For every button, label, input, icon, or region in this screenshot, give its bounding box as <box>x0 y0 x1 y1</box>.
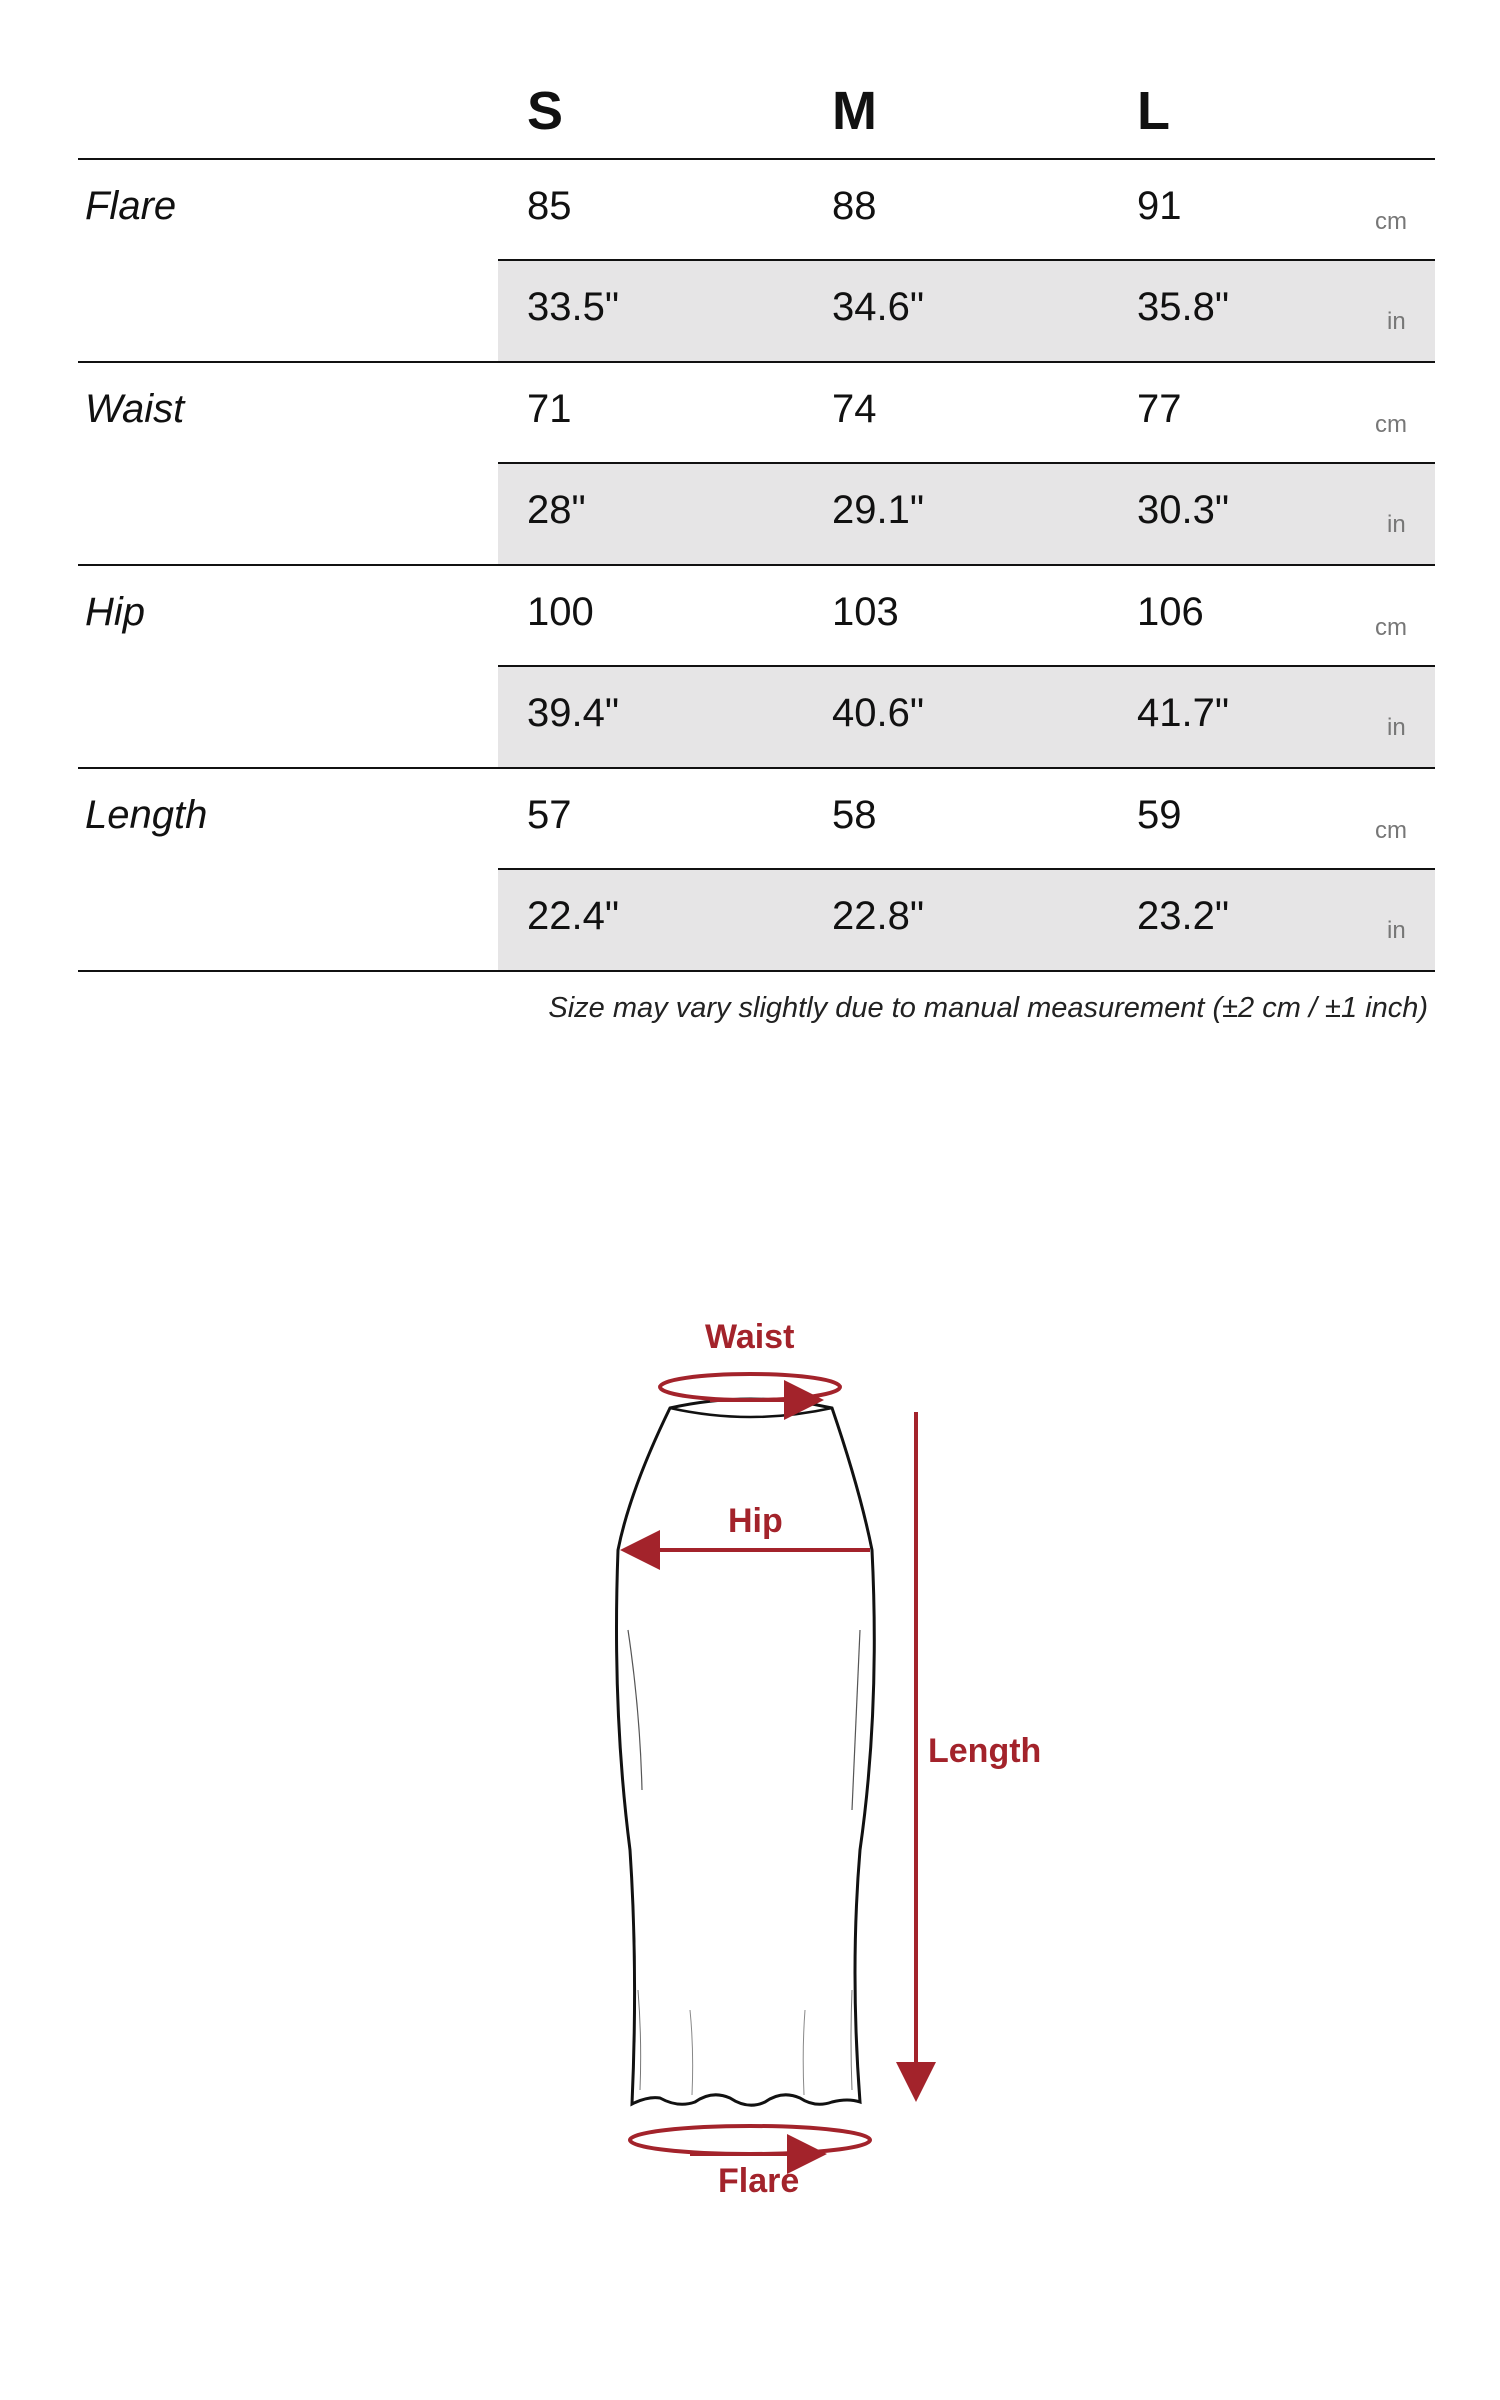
flare-m-cm: 88 <box>832 184 877 228</box>
length-cm-unit: cm <box>1375 817 1407 844</box>
diagram-label-length: Length <box>928 1732 1042 1770</box>
hip-divider <box>78 767 1435 769</box>
row-label-length: Length <box>85 793 208 837</box>
measurement-note: Size may vary slightly due to manual measurement (±2 cm / ±1 inch) <box>548 992 1428 1024</box>
length-l-in: 23.2" <box>1137 894 1230 938</box>
waist-s-cm: 71 <box>527 387 572 431</box>
hip-in-unit: in <box>1387 714 1406 741</box>
flare-sub-divider <box>498 259 1435 261</box>
length-m-cm: 58 <box>832 793 877 837</box>
waist-inch-row <box>498 464 1435 564</box>
waist-in-unit: in <box>1387 511 1406 538</box>
flare-m-in: 34.6" <box>832 285 925 329</box>
size-header-m: M <box>832 81 877 141</box>
flare-divider <box>78 361 1435 363</box>
hip-l-cm: 106 <box>1137 590 1204 634</box>
hip-inch-row <box>498 667 1435 767</box>
length-s-in: 22.4" <box>527 894 620 938</box>
size-header-l: L <box>1137 81 1170 141</box>
length-divider <box>78 970 1435 972</box>
flare-l-cm: 91 <box>1137 184 1182 228</box>
row-label-flare: Flare <box>85 184 177 228</box>
length-in-unit: in <box>1387 917 1406 944</box>
row-label-hip: Hip <box>85 590 146 634</box>
waist-l-in: 30.3" <box>1137 488 1230 532</box>
waist-sub-divider <box>498 462 1435 464</box>
flare-s-cm: 85 <box>527 184 572 228</box>
hip-l-in: 41.7" <box>1137 691 1230 735</box>
flare-s-in: 33.5" <box>527 285 620 329</box>
diagram-label-flare: Flare <box>718 2162 800 2200</box>
size-chart <box>0 0 1500 1100</box>
length-sub-divider <box>498 868 1435 870</box>
waist-l-cm: 77 <box>1137 387 1182 431</box>
waist-divider <box>78 564 1435 566</box>
size-header-s: S <box>527 81 564 141</box>
flare-in-unit: in <box>1387 308 1406 335</box>
waist-m-cm: 74 <box>832 387 877 431</box>
length-m-in: 22.8" <box>832 894 925 938</box>
skirt-diagram <box>560 1290 1080 2230</box>
waist-s-in: 28" <box>527 488 586 532</box>
diagram-label-waist: Waist <box>705 1318 795 1356</box>
length-l-cm: 59 <box>1137 793 1182 837</box>
flare-inch-row <box>498 261 1435 361</box>
waist-loop <box>660 1374 840 1400</box>
diagram-label-hip: Hip <box>728 1502 783 1540</box>
hip-sub-divider <box>498 665 1435 667</box>
length-s-cm: 57 <box>527 793 572 837</box>
length-inch-row <box>498 870 1435 970</box>
flare-cm-unit: cm <box>1375 208 1407 235</box>
header-divider <box>78 158 1435 160</box>
flare-loop <box>630 2126 870 2154</box>
hip-m-cm: 103 <box>832 590 899 634</box>
waist-cm-unit: cm <box>1375 411 1407 438</box>
waist-m-in: 29.1" <box>832 488 925 532</box>
hip-cm-unit: cm <box>1375 614 1407 641</box>
hip-s-in: 39.4" <box>527 691 620 735</box>
hip-m-in: 40.6" <box>832 691 925 735</box>
row-label-waist: Waist <box>85 387 185 431</box>
hip-s-cm: 100 <box>527 590 594 634</box>
flare-l-in: 35.8" <box>1137 285 1230 329</box>
